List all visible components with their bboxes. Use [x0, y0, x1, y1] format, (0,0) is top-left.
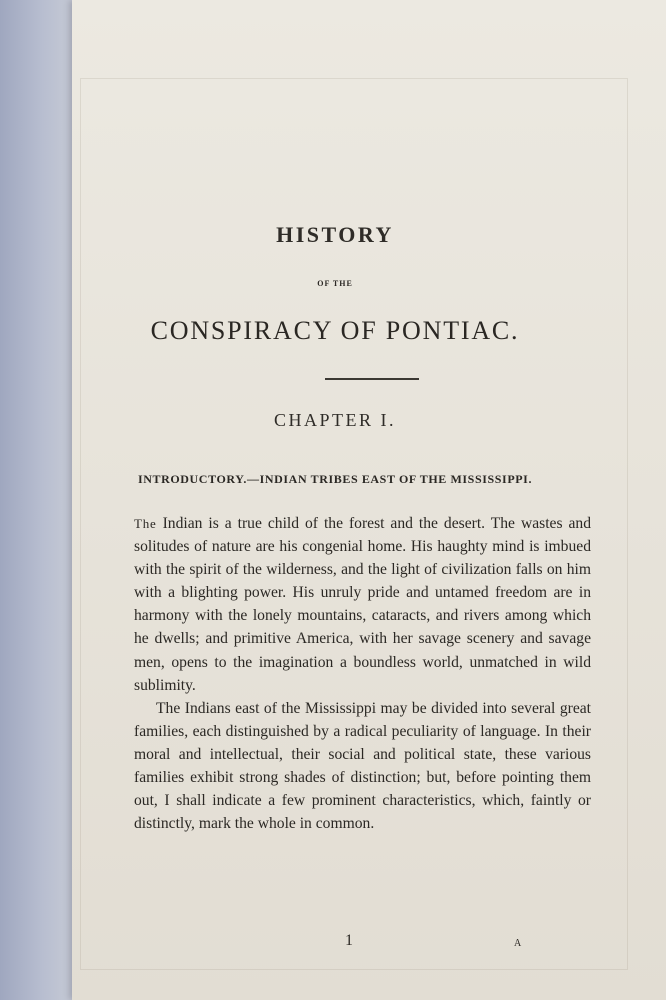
- signature-mark: A: [514, 938, 522, 949]
- body-text: [134, 512, 591, 835]
- title-of-the: OF THE: [317, 279, 353, 288]
- chapter-subheading: INTRODUCTORY.—INDIAN TRIBES EAST OF THE MISSISSIPPI.: [137, 472, 533, 486]
- paragraph-2: The Indians east of the Mississippi may be divided into several great families, each distinguished by a radical peculiarity of language. In their moral and intellectual, their social and political state, these various families exhibit strong shades of distinction; but, before pointing them out, I shall indicate a few prominent characteristics, which, faintly or distinctly, mark the whole in common.: [134, 699, 591, 833]
- page-number: 1: [345, 932, 353, 949]
- paragraph-1-text: Indian is a true child of the forest and the desert. The wastes and solitudes of nature are his congenial home. His haughty mind is imbued with the spirit of the wilderness, and the light of civilization falls on him with a blighting power. His unruly pride and untamed freedom are in harmony with the lonely mountains, cataracts, and rivers among which he dwells; and primitive America, with her savage scenery and savage men, opens to the imagination a boundless world, unmatched in wild sublimity.: [134, 515, 591, 694]
- paragraph-1-lead: The: [134, 516, 157, 531]
- paragraph-1: [134, 512, 591, 697]
- title-conspiracy: CONSPIRACY OF PONTIAC.: [150, 316, 520, 345]
- title-history: HISTORY: [276, 222, 394, 247]
- title-rule-divider: [325, 378, 419, 380]
- chapter-heading: CHAPTER I.: [273, 410, 396, 430]
- book-page: [72, 0, 666, 1000]
- background-left: [0, 0, 78, 1000]
